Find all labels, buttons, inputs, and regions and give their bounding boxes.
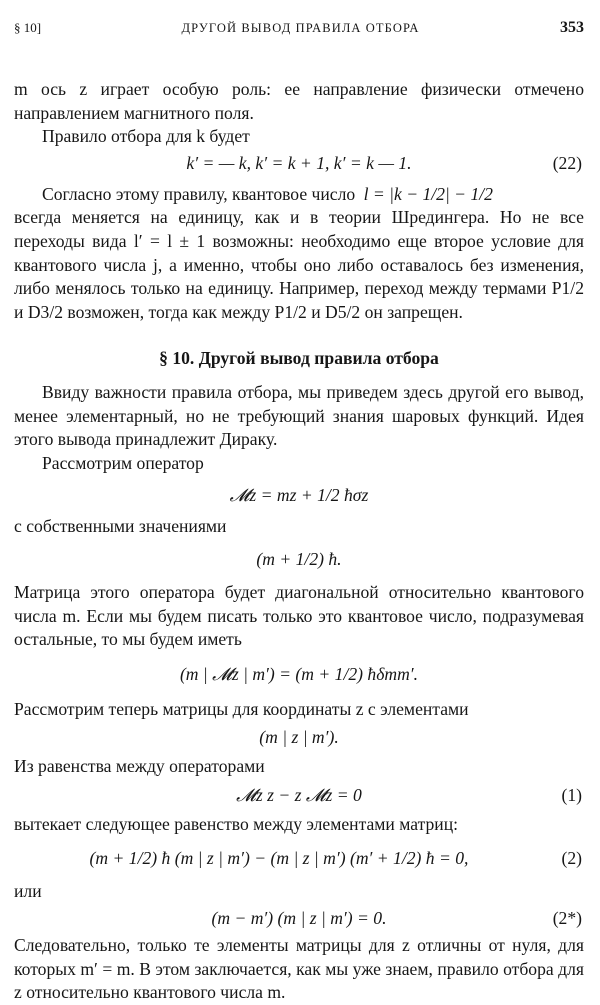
paragraph-4: Ввиду важности правила отбора, мы приведем здесь другой его вывод, менее элементарный, но не требующий знания шаровых функций. Идея этого вывода принадлежит Дираку. bbox=[14, 381, 584, 450]
equation-matrix bbox=[14, 652, 584, 698]
paragraph-11: или bbox=[14, 881, 42, 902]
equation-22-number: (22) bbox=[552, 152, 582, 173]
section-heading: § 10. Другой вывод правила отбора bbox=[159, 348, 439, 369]
equation-2-number: (2) bbox=[561, 847, 582, 868]
equation-1-body: 𝓜z z − z 𝓜z = 0 bbox=[236, 785, 362, 806]
equation-2-star bbox=[14, 904, 584, 934]
running-header bbox=[14, 16, 584, 46]
paragraph-5: Рассмотрим оператор bbox=[42, 452, 204, 473]
paragraph-12: Следовательно, только те элементы матрицы для z отличны от нуля, для которых m′ = m. В этом заключается, как мы уже знаем, правило отбора для z относительно квантового числа m. bbox=[14, 935, 584, 1003]
paragraph-3-lead bbox=[14, 183, 584, 207]
equation-eigen bbox=[14, 539, 584, 581]
paragraph-3: всегда меняется на единицу, как и в теории Шредингера. Но не все переходы вида l′ = l ± 1 возможны: необходимо еще второе условие для квантового числа j, а именно, чтобы оно либо оставалось без изменения, либо менялось только на единицу. Например, переход между термами P1/2 и D3/2 возможен, тогда как между P1/2 и D5/2 он запрещен. bbox=[14, 207, 584, 322]
equation-2-body: (m + 1/2) ħ (m | z | m′) − (m | z | m′) (m′ + 1/2) ħ = 0, bbox=[89, 847, 469, 868]
page-number: 353 bbox=[559, 19, 584, 36]
paragraph-8: Рассмотрим теперь матрицы для координаты z с элементами bbox=[14, 698, 469, 719]
equation-operator-body: 𝓜z = mz + 1/2 ħσz bbox=[229, 484, 369, 505]
equation-matrix-body: (m | 𝓜z | m′) = (m + 1/2) ħδmm′. bbox=[179, 663, 419, 684]
paragraph-6: с собственными значениями bbox=[14, 516, 227, 537]
equation-1 bbox=[14, 779, 584, 813]
paragraph-9: Из равенства между операторами bbox=[14, 756, 265, 777]
paragraph-3-formula: l = |k − 1/2| − 1/2 bbox=[363, 183, 493, 204]
equation-2-star-number: (2*) bbox=[552, 908, 582, 929]
paragraph-1: m ось z играет особую роль: ее направление физически отмечено направлением магнитного поля. bbox=[14, 79, 584, 123]
equation-2-star-body: (m − m′) (m | z | m′) = 0. bbox=[211, 908, 387, 929]
header-title: ДРУГОЙ ВЫВОД ПРАВИЛА ОТБОРА bbox=[181, 21, 420, 35]
paragraph-7: Матрица этого оператора будет диагональной относительно квантового числа m. Если мы будем писать только это квантовое число, подразумевая остальные, то мы будем иметь bbox=[14, 581, 584, 650]
equation-z-elements bbox=[14, 721, 584, 755]
paragraph-2: Правило отбора для k будет bbox=[42, 126, 250, 147]
equation-2 bbox=[14, 836, 584, 880]
equation-1-number: (1) bbox=[561, 785, 582, 806]
equation-22-body: k′ = — k, k′ = k + 1, k′ = k — 1. bbox=[186, 152, 412, 173]
equation-eigen-body: (m + 1/2) ħ. bbox=[256, 549, 342, 570]
equation-z-elements-body: (m | z | m′). bbox=[259, 727, 339, 748]
header-section: § 10] bbox=[14, 20, 42, 35]
paragraph-3-lead-text: Согласно этому правилу, квантовое число bbox=[42, 183, 356, 204]
equation-22 bbox=[14, 149, 584, 179]
paragraph-10: вытекает следующее равенство между элементами матриц: bbox=[14, 813, 459, 834]
equation-operator bbox=[14, 475, 584, 515]
